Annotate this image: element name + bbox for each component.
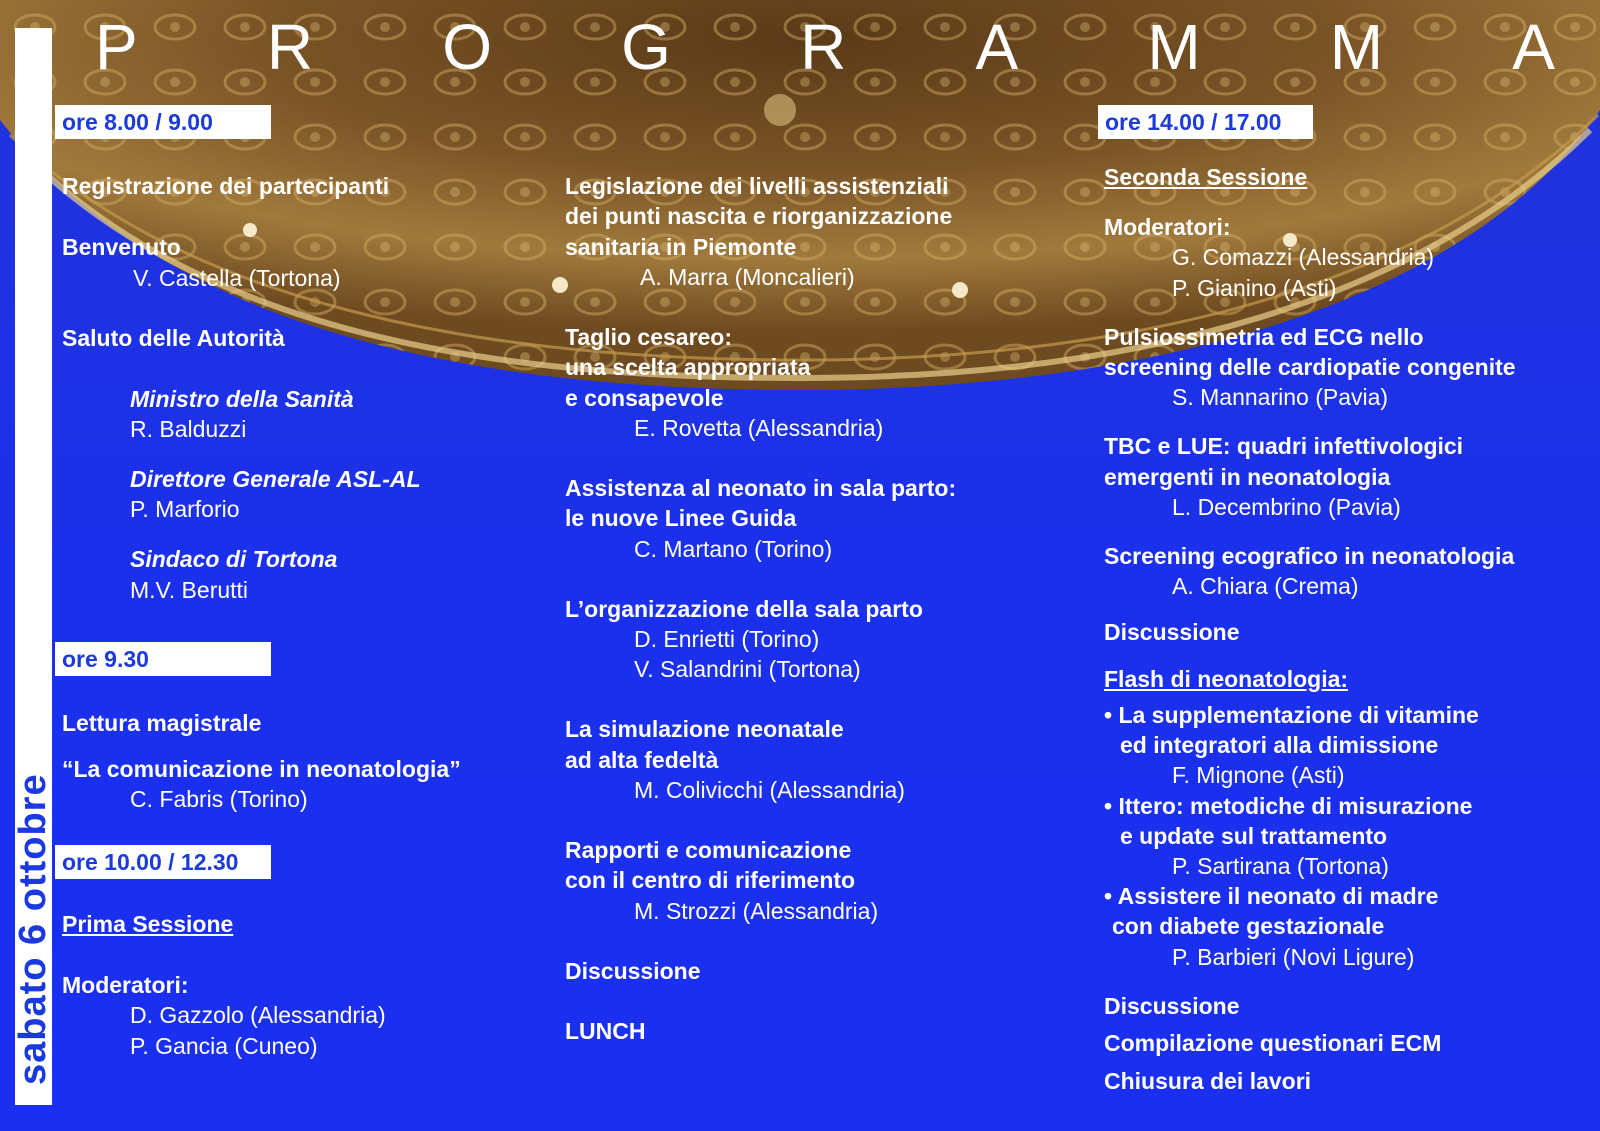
talk-title-line: Assistenza al neonato in sala parto: [565,475,957,501]
first-session-heading: Prima Sessione [62,911,234,937]
flash-item-line: con diabete gestazionale [1112,913,1385,939]
keynote-speaker: C. Fabris (Torino) [130,786,308,812]
minister-title: Ministro della Sanità [130,386,354,412]
keynote-title: “La comunicazione in neonatologia” [62,756,461,782]
flash-speaker: F. Mignone (Asti) [1172,762,1345,788]
time-badge-8-9: ore 8.00 / 9.00 [55,105,271,139]
lunch-item: LUNCH [565,1018,646,1044]
discussion-item: Discussione [1104,993,1240,1019]
talk-speaker: M. Colivicchi (Alessandria) [634,777,905,803]
mayor-name: M.V. Berutti [130,577,249,603]
talk-title-line: Screening ecografico in neonatologia [1104,543,1515,569]
moderators-label: Moderatori: [62,972,189,998]
discussion-item: Discussione [565,958,701,984]
time-badge-10-1230: ore 10.00 / 12.30 [55,845,271,879]
talk-title-line: Legislazione dei livelli assistenziali [565,173,949,199]
ecm-questionnaire-item: Compilazione questionari ECM [1104,1030,1442,1056]
authorities-greeting: Saluto delle Autorità [62,325,285,351]
talk-speaker: A. Chiara (Crema) [1172,573,1359,599]
talk-speaker: M. Strozzi (Alessandria) [634,898,879,924]
flash-item-line: e update sul trattamento [1120,823,1388,849]
side-date-label: sabato 6 ottobre [12,773,54,1085]
flash-speaker: P. Sartirana (Tortona) [1172,853,1389,879]
closing-item: Chiusura dei lavori [1104,1068,1312,1094]
flash-item-line: • La supplementazione di vitamine [1104,702,1479,728]
welcome-item: Benvenuto [62,234,181,260]
director-name: P. Marforio [130,496,240,522]
moderator-name: G. Comazzi (Alessandria) [1172,244,1435,270]
title-letter: M [1329,11,1384,83]
talk-title-line: screening delle cardiopatie congenite [1104,354,1516,380]
flash-heading: Flash di neonatologia: [1104,666,1349,692]
talk-speaker: V. Salandrini (Tortona) [634,656,861,682]
flash-item-line: • Assistere il neonato di madre [1104,883,1439,909]
title-letter: O [442,11,492,83]
talk-title-line: TBC e LUE: quadri infettivologici [1104,433,1464,459]
flash-item-line: • Ittero: metodiche di misurazione [1104,793,1473,819]
welcome-speaker: V. Castella (Tortona) [133,265,341,291]
title-letter: R [800,11,847,83]
talk-title-line: sanitaria in Piemonte [565,234,797,260]
title-letter: P [95,11,138,83]
discussion-item: Discussione [1104,619,1240,645]
time-badge-14-17: ore 14.00 / 17.00 [1098,105,1313,139]
title-letter: M [1147,11,1201,83]
moderator-name: D. Gazzolo (Alessandria) [130,1002,386,1028]
minister-name: R. Balduzzi [130,416,247,442]
talk-speaker: S. Mannarino (Pavia) [1172,384,1389,410]
talk-title-line: una scelta appropriata [565,354,811,380]
talk-title-line: Rapporti e comunicazione [565,837,852,863]
director-title: Direttore Generale ASL-AL [130,466,421,492]
moderator-name: P. Gianino (Asti) [1172,275,1337,301]
title-letter: A [1512,11,1555,83]
moderators-label: Moderatori: [1104,214,1231,240]
talk-title-line: dei punti nascita e riorganizzazione [565,203,953,229]
moderator-name: P. Gancia (Cuneo) [130,1033,318,1059]
flash-speaker: P. Barbieri (Novi Ligure) [1172,944,1415,970]
talk-title-line: emergenti in neonatologia [1104,464,1391,490]
talk-title-line: con il centro di riferimento [565,867,856,893]
talk-speaker: C. Martano (Torino) [634,536,833,562]
time-badge-9-30: ore 9.30 [55,642,271,676]
talk-title-line: le nuove Linee Guida [565,505,797,531]
mayor-title: Sindaco di Tortona [130,546,338,572]
talk-speaker: A. Marra (Moncalieri) [640,264,855,290]
talk-title-line: L’organizzazione della sala parto [565,596,923,622]
title-letter: R [266,11,314,83]
talk-speaker: D. Enrietti (Torino) [634,626,820,652]
talk-speaker: L. Decembrino (Pavia) [1172,494,1401,520]
talk-title-line: Pulsiossimetria ed ECG nello [1104,324,1424,350]
talk-title-line: La simulazione neonatale [565,716,844,742]
programma-title [95,12,1555,82]
registration-item: Registrazione dei partecipanti [62,173,390,199]
second-session-heading: Seconda Sessione [1104,164,1308,190]
title-letter: G [621,11,671,83]
talk-speaker: E. Rovetta (Alessandria) [634,415,884,441]
flash-item-line: ed integratori alla dimissione [1120,732,1439,758]
keynote-label: Lettura magistrale [62,710,262,736]
talk-title-line: e consapevole [565,385,724,411]
talk-title-line: Taglio cesareo: [565,324,733,350]
talk-title-line: ad alta fedeltà [565,747,719,773]
title-letter: A [975,11,1019,83]
